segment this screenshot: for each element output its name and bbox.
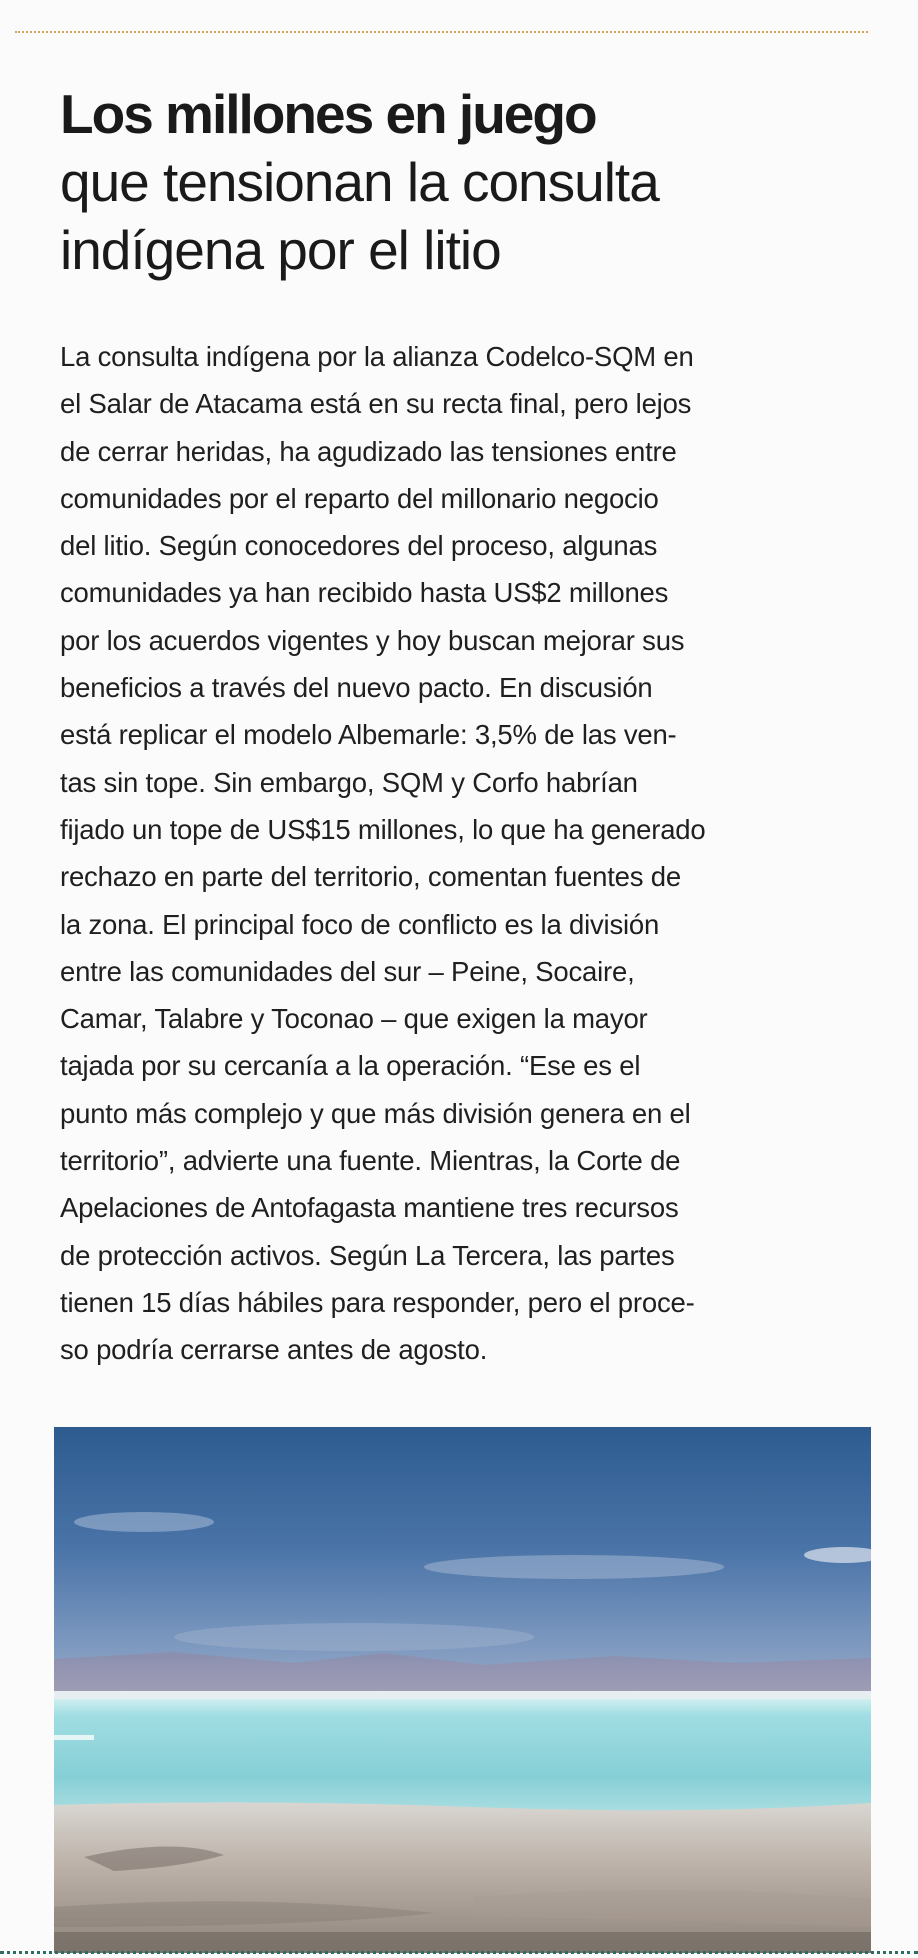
body-line: comunidades por el reparto del millonario negocio — [60, 482, 659, 514]
headline-line-2: indígena por el litio — [60, 219, 501, 281]
headline-line-1: que tensionan la consulta — [60, 151, 659, 213]
body-line: entre las comunidades del sur – Peine, Socaire, — [60, 955, 635, 987]
headline-bold: Los millones en juego — [60, 83, 596, 145]
body-line: fijado un tope de US$15 millones, lo que ha generado — [60, 813, 706, 845]
body-line: territorio”, advierte una fuente. Mientras, la Corte de — [60, 1145, 681, 1177]
body-line: tajada por su cercanía a la operación. “Ese es el — [60, 1050, 641, 1082]
cloud — [174, 1623, 534, 1651]
body-line: la zona. El principal foco de conflicto es la división — [60, 908, 660, 940]
lagoon — [54, 1699, 871, 1811]
article-body — [60, 333, 880, 1374]
lagoon-highlight — [54, 1735, 94, 1740]
body-line: so podría cerrarse antes de agosto. — [60, 1334, 488, 1366]
article-headline — [60, 80, 860, 284]
body-line: Camar, Talabre y Toconao – que exigen la mayor — [60, 1003, 648, 1035]
top-divider — [15, 31, 868, 33]
salt-flat — [54, 1802, 871, 1953]
body-line: Apelaciones de Antofagasta mantiene tres recursos — [60, 1192, 679, 1224]
body-line: La consulta indígena por la alianza Codelco-SQM en — [60, 341, 694, 372]
body-line: del litio. Según conocedores del proceso, algunas — [60, 530, 658, 562]
body-line: tienen 15 días hábiles para responder, pero el proce- — [60, 1286, 695, 1318]
foreground — [54, 1932, 871, 1953]
body-line: de cerrar heridas, ha agudizado las tensiones entre — [60, 435, 677, 467]
body-line: punto más complejo y que más división genera en el — [60, 1097, 691, 1129]
cloud — [424, 1555, 724, 1579]
bottom-divider — [0, 1951, 918, 1954]
body-line: está replicar el modelo Albemarle: 3,5% de las ven- — [60, 719, 677, 751]
body-line: de protección activos. Según La Tercera, las partes — [60, 1239, 675, 1271]
shoreline — [54, 1691, 871, 1699]
body-line: comunidades ya han recibido hasta US$2 millones — [60, 577, 669, 609]
body-line: el Salar de Atacama está en su recta final, pero lejos — [60, 388, 692, 420]
body-line: rechazo en parte del territorio, comentan fuentes de — [60, 861, 681, 893]
cloud — [74, 1512, 214, 1532]
body-line: tas sin tope. Sin embargo, SQM y Corfo habrían — [60, 766, 638, 798]
salar-photo — [54, 1427, 871, 1953]
salar-landscape-image — [54, 1427, 871, 1953]
body-line: beneficios a través del nuevo pacto. En discusión — [60, 672, 653, 704]
body-line: por los acuerdos vigentes y hoy buscan mejorar sus — [60, 624, 685, 656]
